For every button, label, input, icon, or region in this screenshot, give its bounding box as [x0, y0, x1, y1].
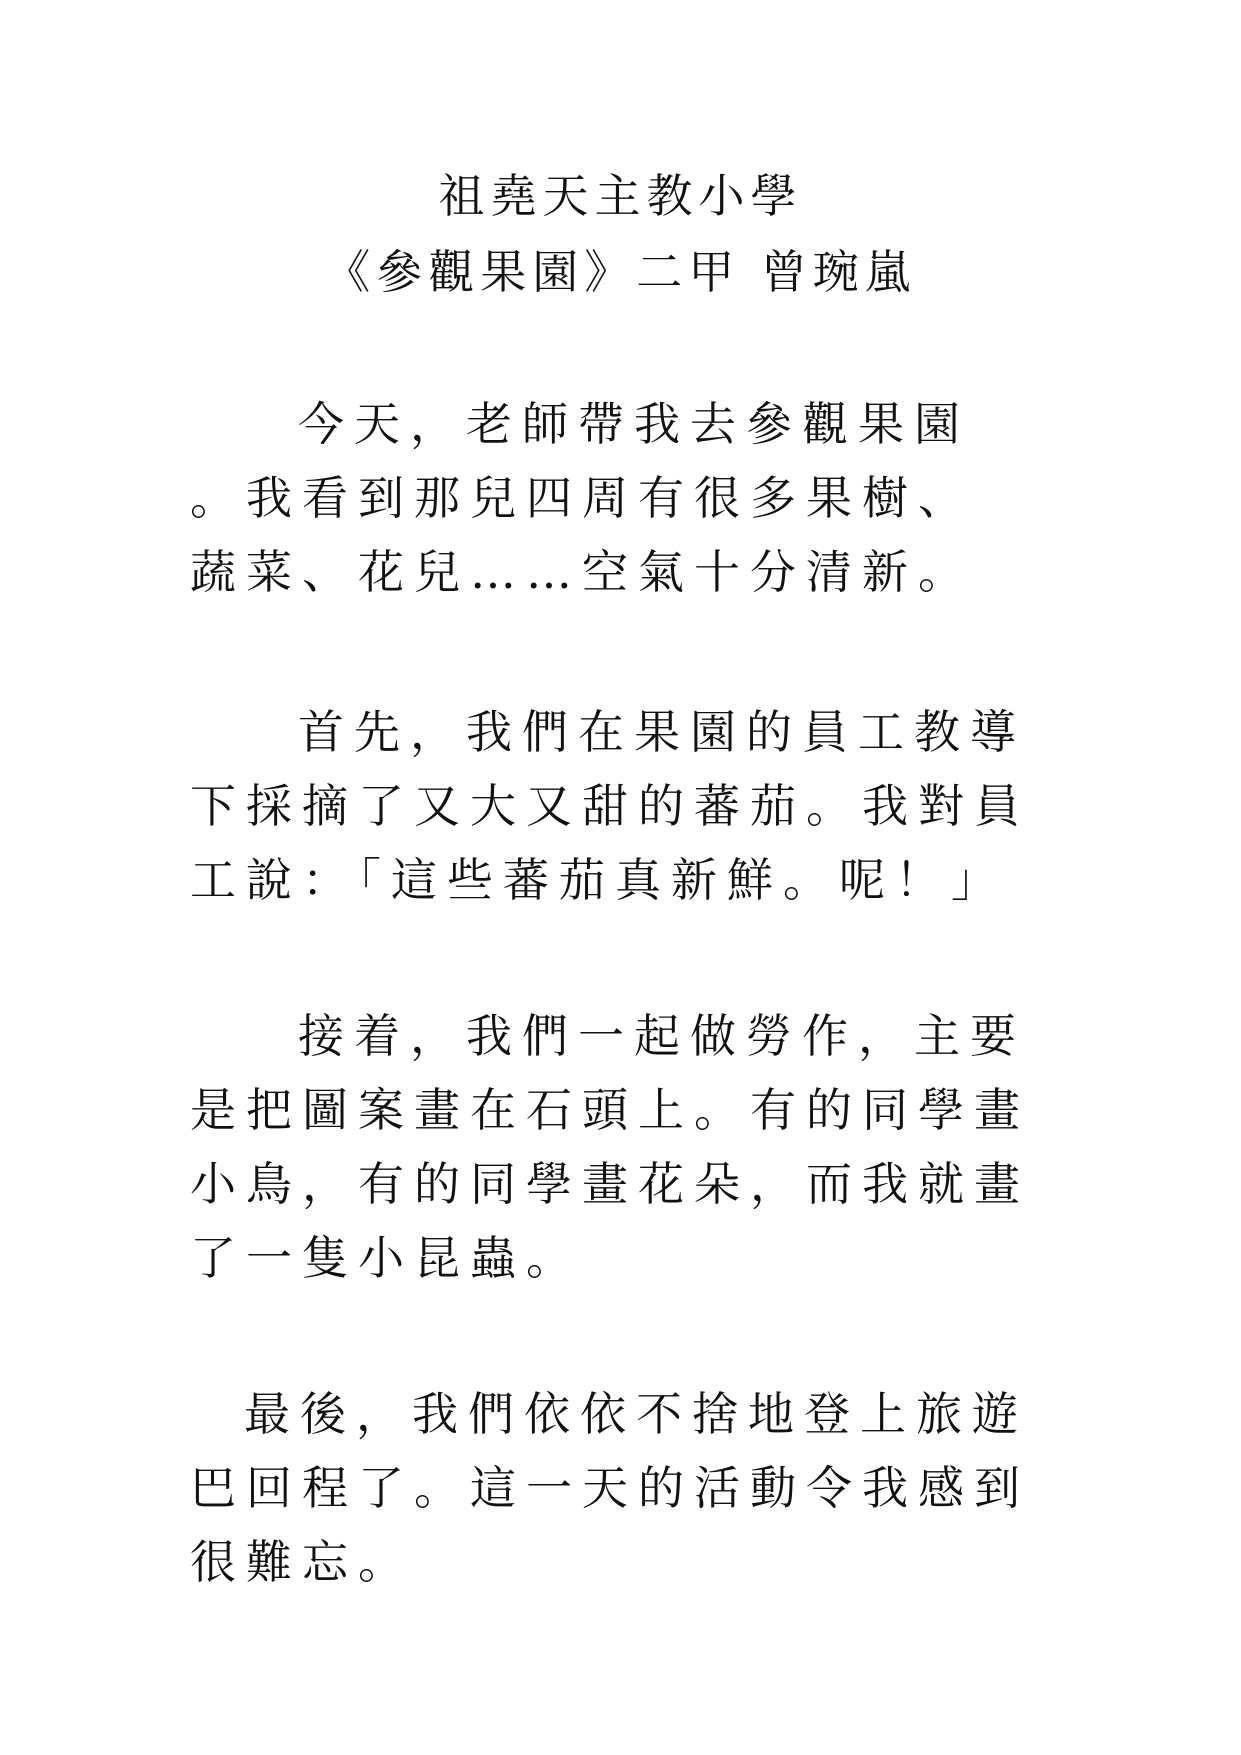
essay-title-line: 《參觀果園》二甲 曾琬嵐	[324, 245, 917, 299]
paragraph-line: 今天，老師帶我去參觀果園	[298, 397, 970, 451]
paragraph-line: 巴回程了。這一天的活動令我感到	[190, 1461, 1030, 1515]
paragraph-line: 了一隻小昆蟲。	[190, 1231, 582, 1285]
paragraph-line: 小鳥，有的同學畫花朵，而我就畫	[190, 1157, 1030, 1211]
paragraph-line: 接着，我們一起做勞作，主要	[298, 1009, 1026, 1063]
paragraph-line: 很難忘。	[190, 1535, 414, 1589]
paragraph-line: 下採摘了又大又甜的蕃茄。我對員	[190, 779, 1030, 833]
paragraph-line: 首先，我們在果園的員工教導	[298, 705, 1026, 759]
paragraph-line: 蔬菜、花兒……空氣十分清新。	[190, 545, 974, 599]
school-title: 祖堯天主教小學	[438, 169, 803, 223]
paragraph-line: 是把圖案畫在石頭上。有的同學畫	[190, 1083, 1030, 1137]
paragraph-line: 。我看到那兒四周有很多果樹、	[190, 471, 974, 525]
paragraph-line: 工說：「這些蕃茄真新鮮。呢！」	[190, 853, 1007, 907]
paragraph-line: 最後，我們依依不捨地登上旅遊	[244, 1387, 1028, 1441]
